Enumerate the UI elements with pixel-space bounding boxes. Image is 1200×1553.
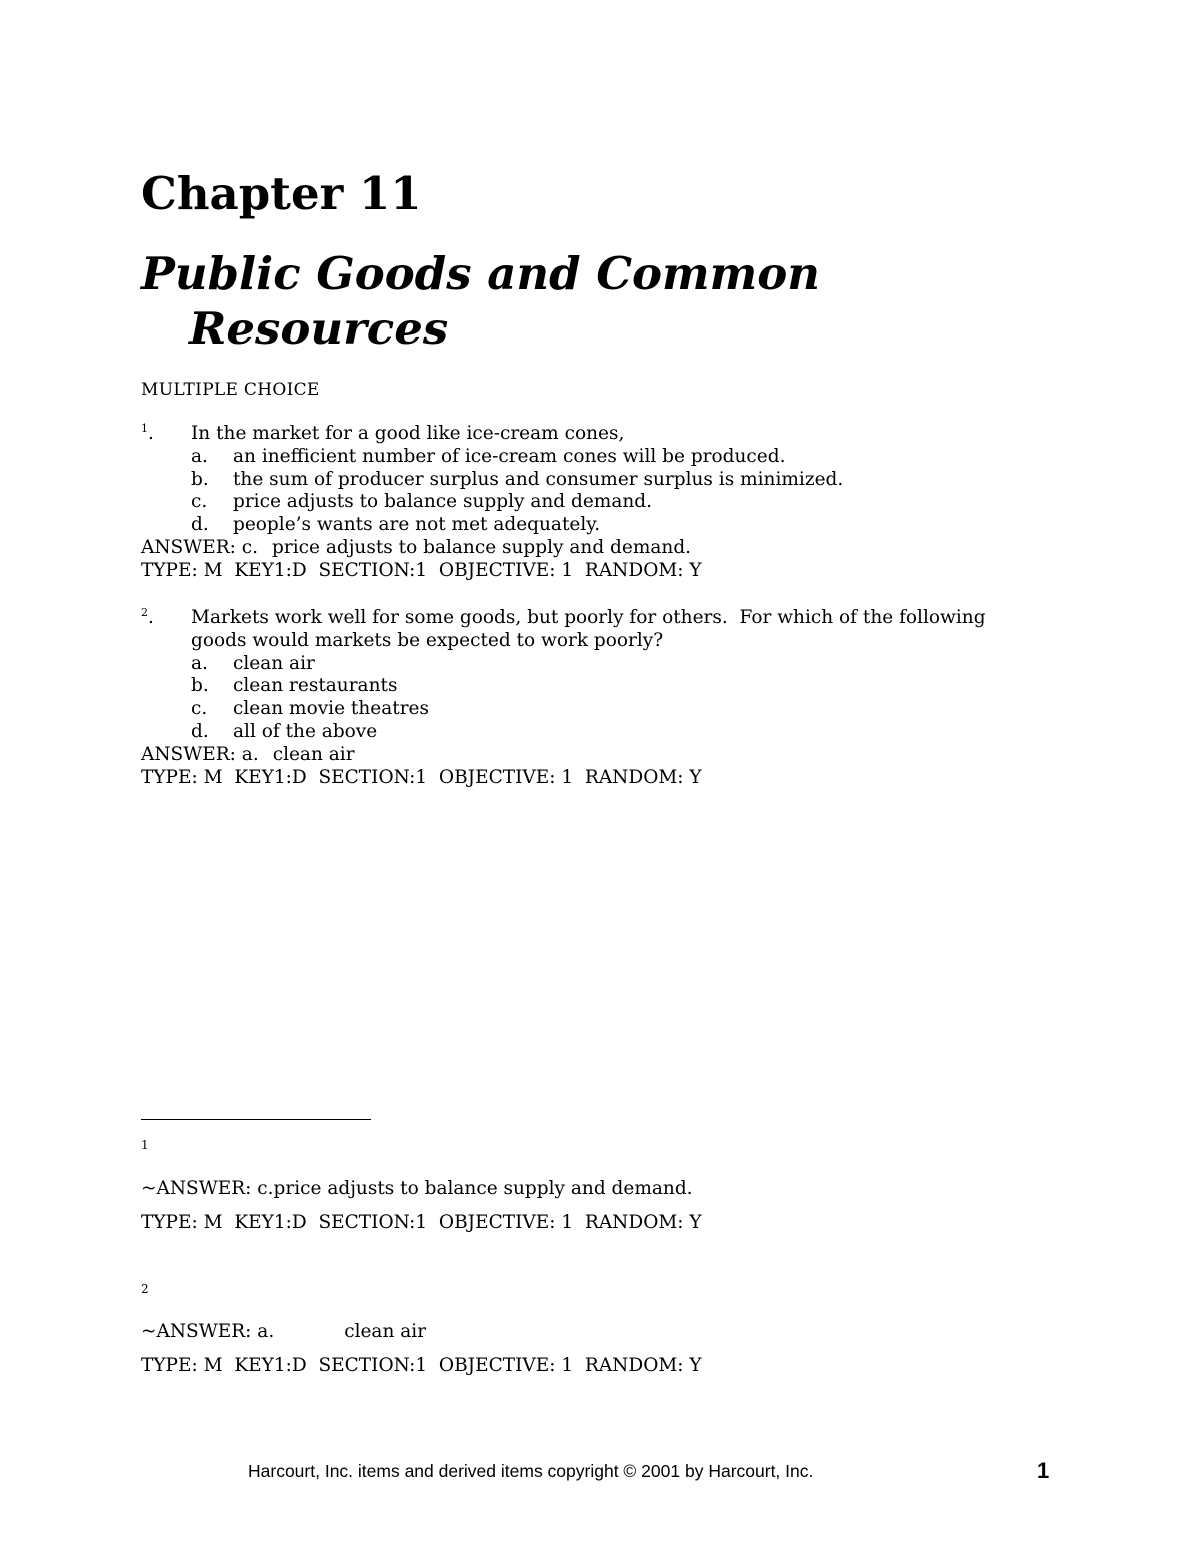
question-number: $^1$. — [141, 421, 154, 444]
option-letter: a. — [191, 652, 208, 674]
answer-label: ANSWER: c. — [141, 536, 259, 558]
type-line: TYPE: M KEY1:D SECTION:1 OBJECTIVE: 1 RANDOM: Y — [141, 559, 702, 581]
chapter-title: Chapter 11 — [141, 167, 422, 220]
option-text: all of the above — [233, 720, 378, 742]
question-stem-line: Markets work well for some goods, but poorly for others. For which of the following — [191, 607, 986, 628]
option-text: the sum of producer surplus and consumer surplus is minimized. — [233, 468, 844, 490]
footnote-answer-line — [141, 1177, 693, 1201]
answer-option — [141, 653, 1081, 676]
option-letter: d. — [191, 720, 209, 742]
answer-text: price adjusts to balance supply and demand. — [272, 536, 692, 558]
answer-option — [141, 491, 1081, 514]
footnote-answer-line — [141, 1320, 426, 1344]
option-text: clean movie theatres — [233, 698, 429, 720]
footnote-number: 2 — [141, 1282, 149, 1296]
answer-text: clean air — [272, 743, 355, 765]
footnote-separator — [141, 1119, 371, 1120]
question-stem-line: goods would markets be expected to work poorly? — [191, 629, 664, 651]
answer-option — [141, 446, 1081, 469]
answer-option — [141, 675, 1081, 698]
chapter-subtitle — [141, 246, 1041, 356]
page-number: 1 — [1037, 1458, 1050, 1483]
chapter-subtitle-line-2: Resources — [189, 302, 449, 355]
option-text: clean air — [233, 652, 315, 674]
answer-label: ANSWER: a. — [141, 743, 259, 765]
option-letter: c. — [191, 698, 208, 720]
option-letter: c. — [191, 491, 208, 513]
answer-line — [141, 744, 1081, 767]
option-letter: b. — [191, 468, 209, 490]
question-number: $^2$. — [141, 605, 154, 628]
question-stem — [191, 607, 1081, 653]
section-heading: MULTIPLE CHOICE — [141, 380, 320, 400]
footnote-ref[interactable]: 1 — [141, 421, 148, 435]
option-text: clean restaurants — [233, 675, 398, 697]
answer-option — [141, 514, 1081, 537]
footnote-answer-label: ~ANSWER: a. — [141, 1321, 275, 1342]
footnote-ref[interactable]: 2 — [141, 605, 148, 619]
footnote-answer-text: clean air — [344, 1321, 427, 1342]
answer-option — [141, 721, 1081, 744]
question-1 — [141, 423, 1081, 583]
option-letter: a. — [191, 445, 208, 467]
answer-line — [141, 537, 1081, 560]
footnote-answer-text: price adjusts to balance supply and demand. — [273, 1178, 693, 1199]
option-text: price adjusts to balance supply and demand. — [233, 491, 653, 513]
answer-option — [141, 469, 1081, 492]
question-stem: In the market for a good like ice-cream cones, — [191, 423, 625, 444]
option-text: an inefficient number of ice-cream cones will be produced. — [233, 445, 786, 467]
chapter-subtitle-line-1: Public Goods and Common — [141, 247, 820, 300]
option-letter: d. — [191, 514, 209, 536]
footnote-type-line: TYPE: M KEY1:D SECTION:1 OBJECTIVE: 1 RANDOM: Y — [141, 1355, 702, 1376]
footnote-type-line: TYPE: M KEY1:D SECTION:1 OBJECTIVE: 1 RANDOM: Y — [141, 1212, 702, 1233]
copyright-footer: Harcourt, Inc. items and derived items copyright © 2001 by Harcourt, Inc. — [248, 1461, 814, 1481]
question-2 — [141, 607, 1081, 789]
option-letter: b. — [191, 675, 209, 697]
option-text: people’s wants are not met adequately. — [233, 514, 601, 536]
answer-option — [141, 698, 1081, 721]
footnote-number: 1 — [141, 1138, 149, 1152]
type-line: TYPE: M KEY1:D SECTION:1 OBJECTIVE: 1 RANDOM: Y — [141, 766, 702, 788]
footnote-answer-label: ~ANSWER: c. — [141, 1178, 274, 1199]
